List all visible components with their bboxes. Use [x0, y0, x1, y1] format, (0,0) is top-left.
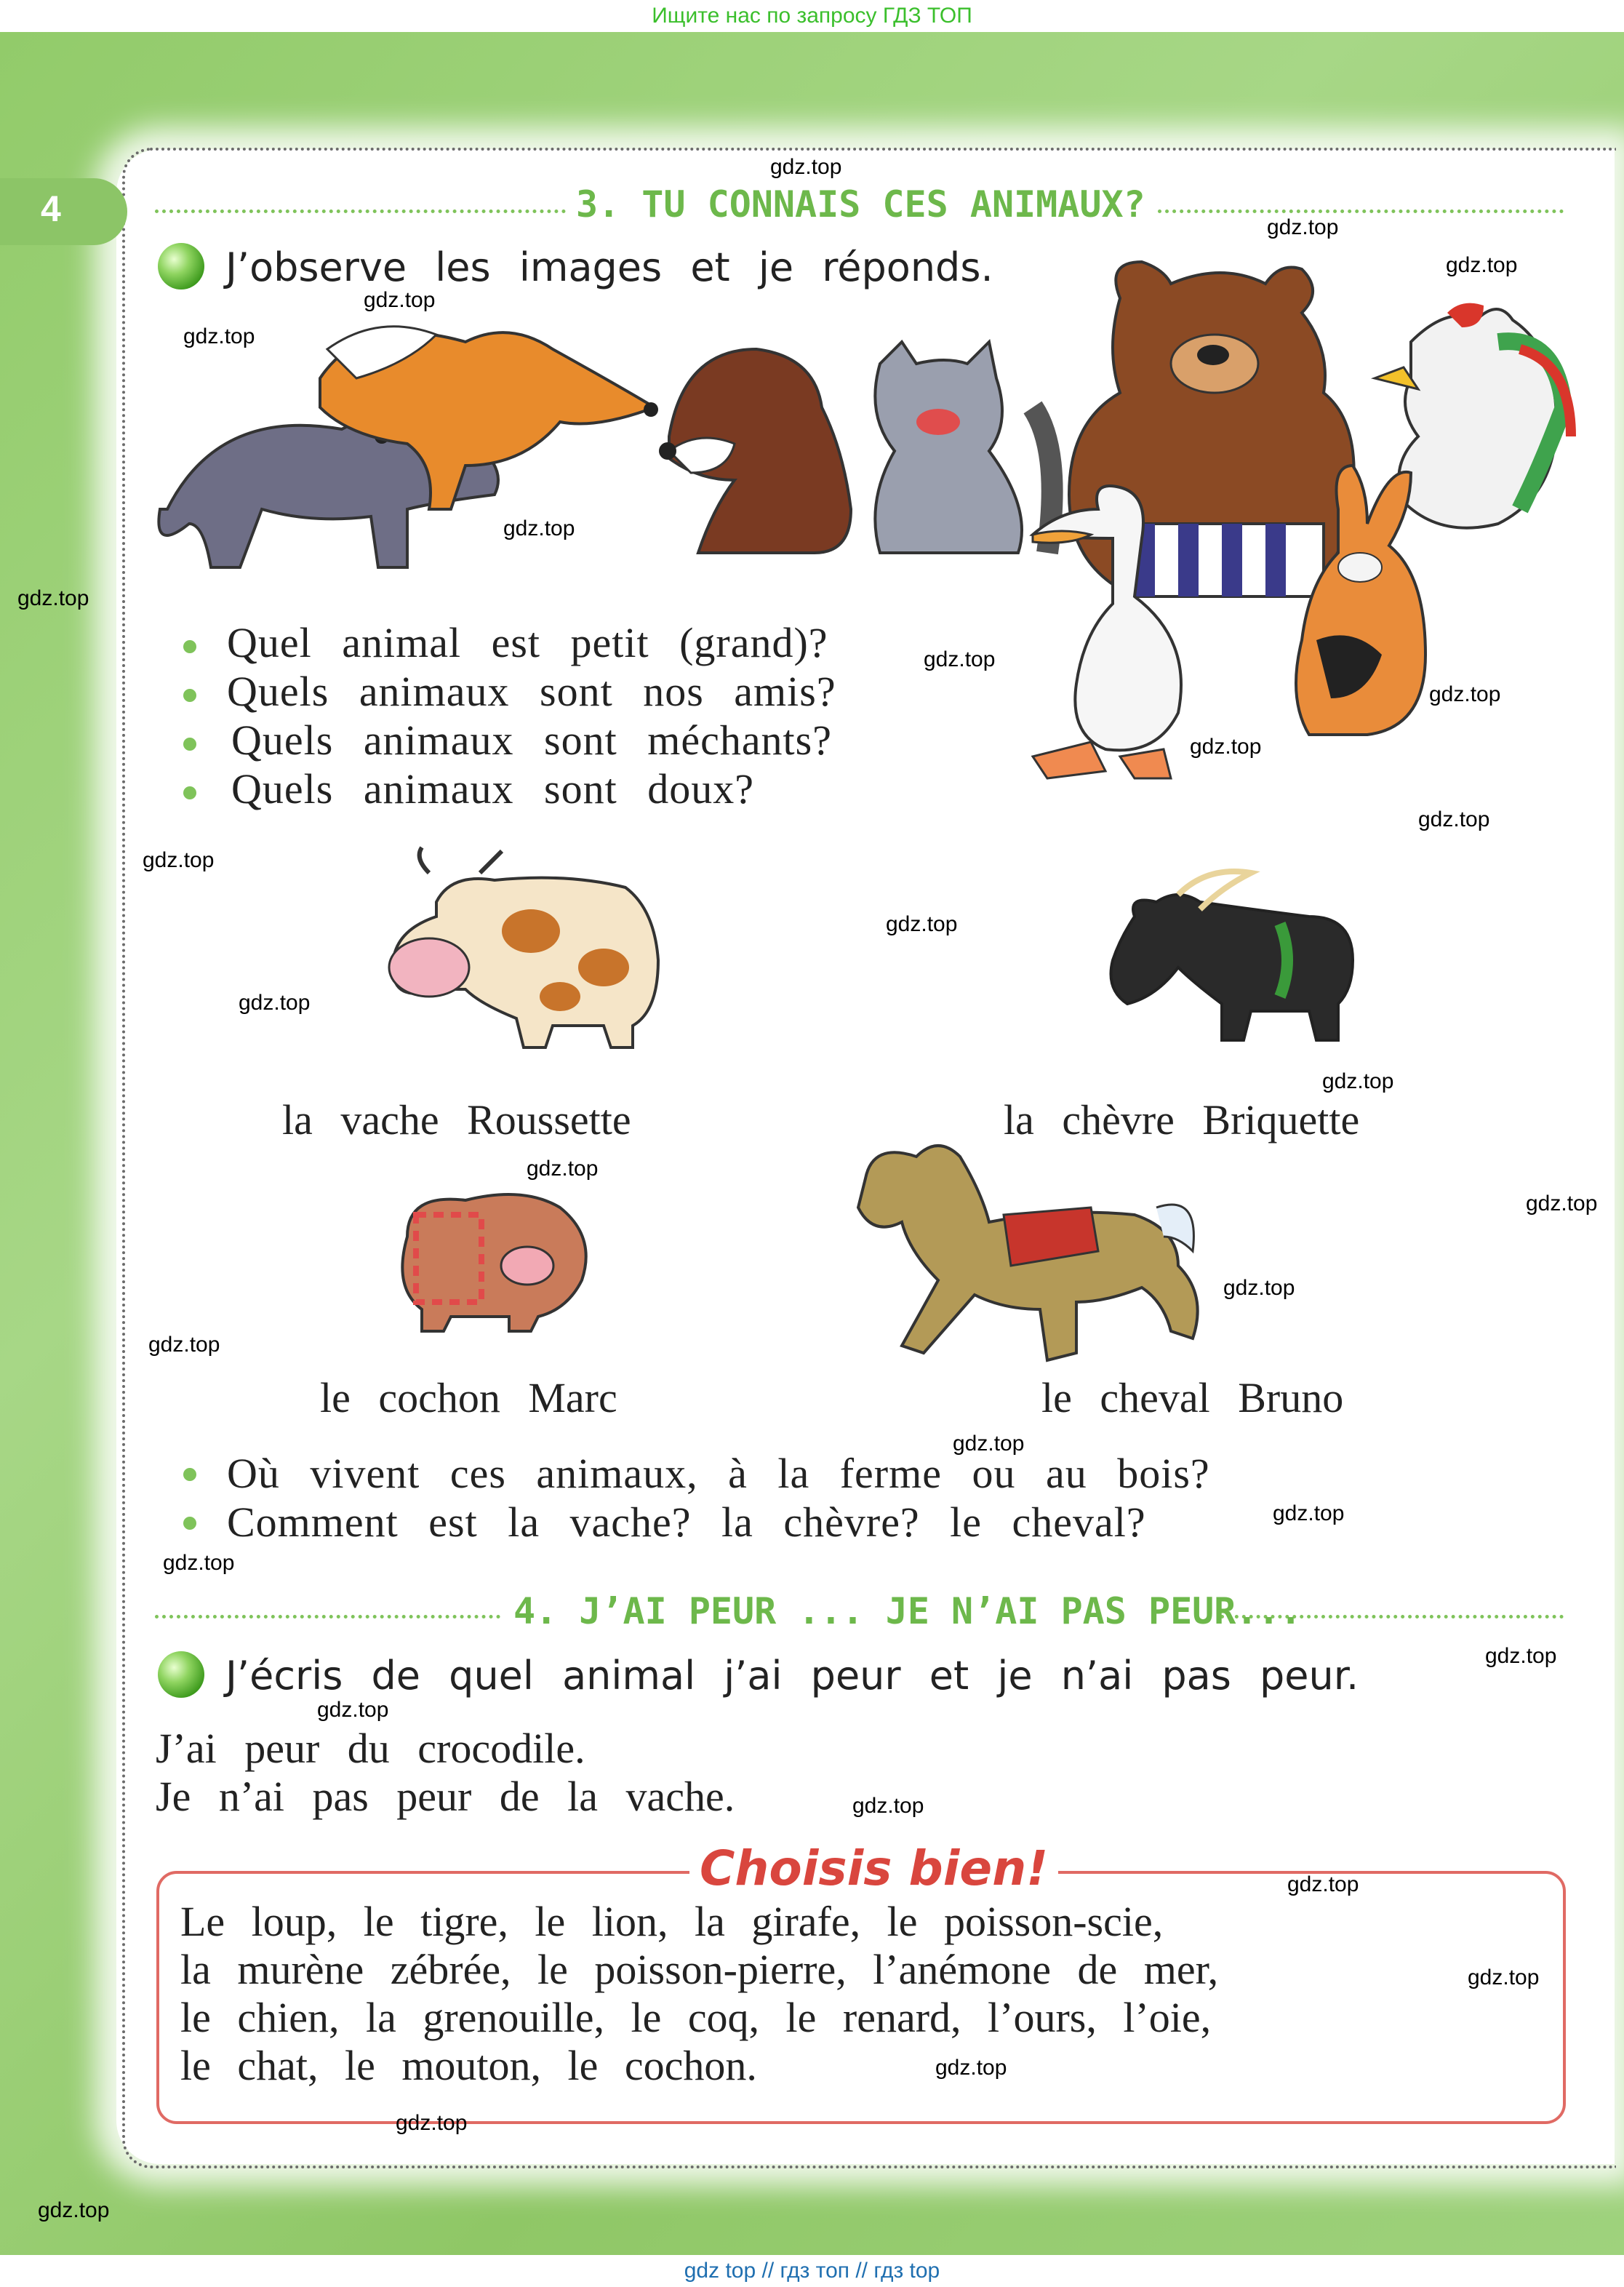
- example-2: Je n’ai pas peur de la vache.: [156, 1773, 735, 1820]
- question-4: Quels animaux sont doux?: [231, 765, 754, 813]
- watermark: gdz.top: [1418, 807, 1490, 831]
- section3-rule-right: [1158, 209, 1564, 213]
- caption-goat: la chèvre Briquette: [1004, 1096, 1360, 1144]
- top-banner[interactable]: Ищите нас по запросу ГДЗ ТОП: [652, 4, 972, 28]
- choisis-title: Choisis bien!: [689, 1840, 1058, 1896]
- choisis-line-3: le chien, la grenouille, le coq, le renard, l’ours, l’oie,: [180, 1994, 1212, 2041]
- watermark: gdz.top: [770, 155, 842, 179]
- watermark: gdz.top: [953, 1432, 1025, 1456]
- question-2: Quels animaux sont nos amis?: [227, 668, 836, 715]
- watermark: gdz.top: [364, 288, 436, 312]
- section4-title: 4. J’AI PEUR ... JE N’AI PAS PEUR...: [513, 1590, 1302, 1632]
- watermark: gdz.top: [317, 1698, 389, 1722]
- watermark: gdz.top: [1190, 735, 1262, 759]
- page-number: 4: [41, 188, 61, 229]
- bullet: [183, 640, 196, 653]
- example-1: J’ai peur du crocodile.: [156, 1725, 585, 1772]
- watermark: gdz.top: [1287, 1872, 1359, 1896]
- watermark: gdz.top: [1223, 1276, 1295, 1300]
- section3-rule-left: [155, 209, 566, 213]
- question-3: Quels animaux sont méchants?: [231, 717, 832, 764]
- bullet: [183, 1468, 196, 1481]
- caption-horse: le cheval Bruno: [1041, 1374, 1344, 1421]
- watermark: gdz.top: [886, 912, 958, 936]
- watermark: gdz.top: [527, 1157, 599, 1181]
- bullet: [183, 1517, 196, 1530]
- bullet: [183, 786, 196, 799]
- choisis-line-2: la murène zébrée, le poisson-pierre, l’anémone de mer,: [180, 1946, 1219, 1993]
- section3-title: 3. TU CONNAIS CES ANIMAUX?: [576, 183, 1145, 225]
- question-6: Comment est la vache? la chèvre? le cheval?: [227, 1498, 1146, 1546]
- caption-cow: la vache Roussette: [282, 1096, 631, 1144]
- bottom-banner[interactable]: gdz top // гдз топ // гдз top: [684, 2259, 940, 2283]
- page-number-tab: [0, 178, 127, 245]
- question-5: Où vivent ces animaux, à la ferme ou au bois?: [227, 1450, 1210, 1497]
- watermark: gdz.top: [239, 991, 311, 1015]
- watermark: gdz.top: [1485, 1644, 1557, 1668]
- choisis-line-1: Le loup, le tigre, le lion, la girafe, le poisson-scie,: [180, 1898, 1164, 1945]
- watermark: gdz.top: [38, 2198, 110, 2222]
- watermark: gdz.top: [1267, 215, 1339, 239]
- watermark: gdz.top: [924, 647, 996, 671]
- section4-rule-left: [155, 1615, 500, 1619]
- section3-instruction: J’observe les images et je réponds.: [225, 244, 993, 290]
- watermark: gdz.top: [163, 1551, 235, 1575]
- green-ball-icon: [158, 243, 204, 290]
- watermark: gdz.top: [852, 1794, 924, 1818]
- watermark: gdz.top: [935, 2056, 1007, 2080]
- watermark: gdz.top: [1446, 253, 1518, 277]
- watermark: gdz.top: [1273, 1501, 1345, 1525]
- watermark: gdz.top: [1526, 1192, 1598, 1216]
- bullet: [183, 689, 196, 702]
- choisis-line-4: le chat, le mouton, le cochon.: [180, 2042, 757, 2089]
- watermark: gdz.top: [17, 586, 89, 610]
- watermark: gdz.top: [1322, 1069, 1394, 1093]
- caption-pig: le cochon Marc: [320, 1374, 617, 1421]
- green-ball-icon: [158, 1651, 204, 1698]
- question-1: Quel animal est petit (grand)?: [227, 619, 828, 666]
- section4-instruction: J’écris de quel animal j’ai peur et je n’ai pas peur.: [225, 1653, 1359, 1699]
- watermark: gdz.top: [143, 848, 215, 872]
- watermark: gdz.top: [148, 1333, 220, 1357]
- watermark: gdz.top: [1429, 682, 1501, 706]
- watermark: gdz.top: [1468, 1965, 1540, 1989]
- watermark: gdz.top: [503, 516, 575, 540]
- watermark: gdz.top: [183, 324, 255, 348]
- bullet: [183, 738, 196, 751]
- watermark: gdz.top: [396, 2111, 468, 2135]
